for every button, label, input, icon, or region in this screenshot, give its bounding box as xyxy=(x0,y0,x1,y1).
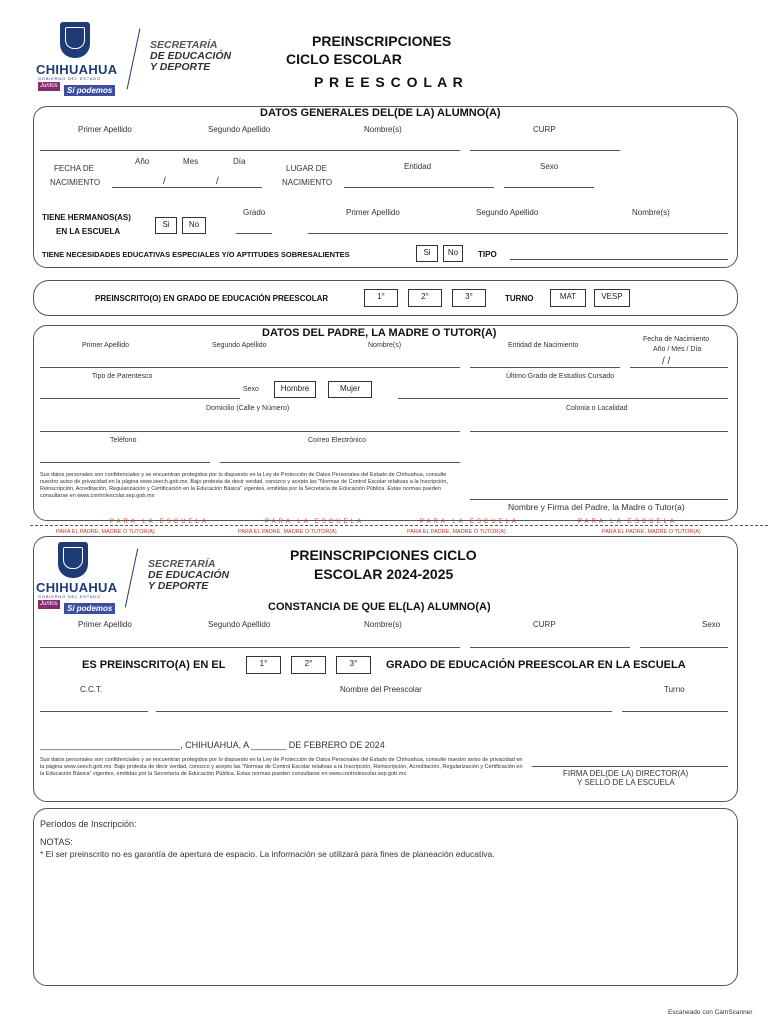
label-grado: Grado xyxy=(243,208,266,217)
constancia-turno-line[interactable] xyxy=(622,711,728,712)
nee-tipo-line[interactable] xyxy=(510,259,728,260)
grado-label: PREINSCRITO(O) EN GRADO DE EDUCACIÓN PREESCOLAR xyxy=(95,294,329,303)
logo-name: CHIHUAHUA xyxy=(36,62,118,77)
entidad-line[interactable] xyxy=(344,187,494,188)
sexo-line[interactable] xyxy=(504,187,594,188)
hermano-nombre-line[interactable] xyxy=(308,233,728,234)
label-lugar-de: LUGAR DE xyxy=(286,164,327,173)
padre-mujer-box[interactable]: Mujer xyxy=(328,381,372,398)
constancia-slogan-b: Sí podemos xyxy=(64,603,115,614)
label-entidad: Entidad xyxy=(404,162,432,171)
cut-label-padre-4: PARA EL PADRE, MADRE O TUTOR(A) xyxy=(602,529,701,535)
constancia-cct-line[interactable] xyxy=(40,711,148,712)
padre-heading: DATOS DEL PADRE, LA MADRE O TUTOR(A) xyxy=(262,327,497,339)
scanner-footer: Escaneado con CamScanner xyxy=(668,1009,753,1016)
padre-label-ultimo-grado: Último Grado de Estudios Cursado xyxy=(506,373,615,380)
alumno-curp-line[interactable] xyxy=(470,150,620,151)
padre-hombre-box[interactable]: Hombre xyxy=(274,381,316,398)
constancia-grado-2-box[interactable]: 2° xyxy=(291,656,326,674)
constancia-grado-text: GRADO DE EDUCACIÓN PREESCOLAR EN LA ESCUELA xyxy=(386,659,686,671)
padre-label-fecha-formato: Año / Mes / Día xyxy=(653,346,702,353)
turno-vesp-box[interactable]: VESP xyxy=(594,289,630,307)
constancia-sexo-line[interactable] xyxy=(640,647,728,648)
label-fecha-de: FECHA DE xyxy=(54,164,95,173)
periodos-label: Períodos de Inscripción: xyxy=(40,819,137,829)
label-dia: Día xyxy=(233,157,246,166)
cut-label-padre-1: PARA EL PADRE, MADRE O TUTOR(A) xyxy=(56,529,155,535)
constancia-title-2: ESCOLAR 2024-2025 xyxy=(314,566,454,582)
padre-label-correo: Correo Electrónico xyxy=(308,437,366,444)
padre-label-sexo: Sexo xyxy=(243,386,259,393)
constancia-privacidad: Sus datos personales son confidenciales y se encuentran protegidos por lo dispuesto en la Ley de Protección de Datos Personales del Estado de Chihuahua, consulte nuestro aviso de privacidad en la página www.seech.gob.mx. Bajo protesta de decir verdad, conozco y acepto las "Normas de Control Escolar relativas a la Inscripción, Reinscripción, Acreditación, Regularización y Certificación en la Educación Básica" vigentes, emitidas por la Secretaría de Educación Pública. Estas normas pueden consultarse en www.controlescolar.sep.gob.mx xyxy=(40,757,523,777)
coat-of-arms-icon xyxy=(60,22,90,58)
constancia-nombre-line[interactable] xyxy=(40,647,460,648)
padre-label-fecha-nac: Fecha de Nacimiento xyxy=(643,336,710,343)
hermanos-no-box[interactable]: No xyxy=(182,217,206,234)
cut-line xyxy=(30,525,768,526)
constancia-label-sexo: Sexo xyxy=(702,620,721,629)
constancia-logo-sub: GOBIERNO DEL ESTADO xyxy=(38,594,101,599)
grado-3-box[interactable]: 3° xyxy=(452,289,486,307)
date-slash-2: / xyxy=(216,176,219,187)
constancia-logo-name: CHIHUAHUA xyxy=(36,580,118,595)
label-hermano-nombres: Nombre(s) xyxy=(632,208,670,217)
nota-1: * El ser preinscrito no es garantía de apertura de espacio. La información se utilizará para fines de planeación educativa. xyxy=(40,849,495,859)
cut-label-padre-3: PARA EL PADRE, MADRE O TUTOR(A) xyxy=(407,529,506,535)
title-preinscripciones: PREINSCRIPCIONES xyxy=(312,33,452,49)
alumno-nombre-line[interactable] xyxy=(40,150,460,151)
label-curp: CURP xyxy=(533,125,556,134)
notas-label: NOTAS: xyxy=(40,837,73,847)
constancia-label-turno: Turno xyxy=(664,685,685,694)
label-tipo: TIPO xyxy=(478,250,497,259)
padre-label-entidad-nac: Entidad de Nacimiento xyxy=(508,342,579,349)
date-slash-1: / xyxy=(163,176,166,187)
turno-mat-box[interactable]: MAT xyxy=(550,289,586,307)
padre-correo-line[interactable] xyxy=(220,462,460,463)
constancia-fecha-line: ____________________________, CHIHUAHUA, A _______ DE FEBRERO DE 2024 xyxy=(40,740,385,750)
notas-section xyxy=(33,808,738,986)
padre-label-parentesco: Tipo de Parentesco xyxy=(92,373,153,380)
label-hermanos-2: EN LA ESCUELA xyxy=(56,227,121,236)
padre-label-telefono: Teléfono xyxy=(110,437,137,444)
padre-label-domicilio: Domicilio (Calle y Número) xyxy=(206,405,290,412)
label-hermanos-1: TIENE HERMANOS(AS) xyxy=(42,213,131,222)
constancia-firma-1: FIRMA DEL(DE LA) DIRECTOR(A) xyxy=(563,769,689,778)
padre-label-nombres: Nombre(s) xyxy=(368,342,402,349)
label-mes: Mes xyxy=(183,157,199,166)
padre-nombre-line[interactable] xyxy=(40,367,460,368)
constancia-label-cct: C.C.T. xyxy=(80,685,103,694)
padre-privacidad: Sus datos personales son confidenciales y se encuentran protegidos por lo dispuesto en la Ley de Protección de Datos Personales del Estado de Chihuahua, consulte nuestro aviso de privacidad en la página www.seech.gob.mx. Bajo protesta de decir verdad, conozco y acepto las "Normas de Control Escolar relativas a la Inscripción, Reinscripción, Acreditación, Regularización y Certificación en la Educación Básica" vigentes, emitidas por la Secretaría de Educación Pública. Estas normas pueden consultarse en www.controlescolar.sep.gob.mx xyxy=(40,472,448,499)
label-hermano-primer-apellido: Primer Apellido xyxy=(346,208,400,217)
logo-sub: GOBIERNO DEL ESTADO xyxy=(38,76,101,81)
constancia-label-nombre-preescolar: Nombre del Preescolar xyxy=(340,685,422,694)
padre-colonia-line[interactable] xyxy=(470,431,728,432)
constancia-secretaria-label: SECRETARÍA DE EDUCACIÓN Y DEPORTE xyxy=(148,558,230,592)
constancia-label-curp: CURP xyxy=(533,620,556,629)
padre-domicilio-line[interactable] xyxy=(40,431,460,432)
es-preinscrito-label: ES PREINSCRITO(A) EN EL xyxy=(82,659,226,671)
coat-of-arms-icon xyxy=(58,542,88,578)
padre-parentesco-line[interactable] xyxy=(40,398,240,399)
padre-telefono-line[interactable] xyxy=(40,462,210,463)
divider-slash xyxy=(127,29,141,90)
cut-label-padre-2: PARA EL PADRE, MADRE O TUTOR(A) xyxy=(238,529,337,535)
padre-entidad-line[interactable] xyxy=(470,367,620,368)
padre-firma-label: Nombre y Firma del Padre, la Madre o Tutor(a) xyxy=(508,502,685,512)
secretaria-label: SECRETARÍA DE EDUCACIÓN Y DEPORTE xyxy=(150,39,232,73)
label-nee: TIENE NECESIDADES EDUCATIVAS ESPECIALES Y/O APTITUDES SOBRESALIENTES xyxy=(42,250,350,259)
constancia-label-primer-apellido: Primer Apellido xyxy=(78,620,132,629)
constancia-preescolar-line[interactable] xyxy=(156,711,612,712)
padre-firma-line[interactable] xyxy=(470,499,728,500)
alumno-heading: DATOS GENERALES DEL(DE LA) ALUMNO(A) xyxy=(260,107,501,119)
padre-ultimo-grado-line[interactable] xyxy=(398,398,728,399)
turno-label: TURNO xyxy=(505,294,534,303)
padre-fecha-slashes: / / xyxy=(662,356,671,367)
nee-no-box[interactable]: No xyxy=(443,245,463,262)
label-sexo: Sexo xyxy=(540,162,559,171)
cut-label-escuela-4: PARA LA ESCUELA xyxy=(578,519,677,525)
hermanos-si-box[interactable]: Si xyxy=(155,217,177,234)
label-lugar-nacimiento: NACIMIENTO xyxy=(282,178,333,187)
constancia-title-1: PREINSCRIPCIONES CICLO xyxy=(290,547,477,563)
padre-fecha-line[interactable] xyxy=(630,367,728,368)
hermano-grado-line[interactable] xyxy=(236,233,272,234)
slogan-a: Juntos xyxy=(40,83,58,89)
label-primer-apellido: Primer Apellido xyxy=(78,125,132,134)
constancia-slogan-a: Juntos xyxy=(40,601,58,607)
fecha-nacimiento-line[interactable] xyxy=(112,187,262,188)
constancia-heading: CONSTANCIA DE QUE EL(LA) ALUMNO(A) xyxy=(268,601,491,613)
label-segundo-apellido: Segundo Apellido xyxy=(208,125,271,134)
label-nombres: Nombre(s) xyxy=(364,125,402,134)
padre-label-primer-apellido: Primer Apellido xyxy=(82,342,130,349)
constancia-curp-line[interactable] xyxy=(470,647,630,648)
padre-label-colonia: Colonia o Localidad xyxy=(566,405,628,412)
constancia-firma-2: Y SELLO DE LA ESCUELA xyxy=(577,778,675,787)
label-nacimiento: NACIMIENTO xyxy=(50,178,101,187)
grado-2-box[interactable]: 2° xyxy=(408,289,442,307)
cut-label-escuela-2: PARA LA ESCUELA xyxy=(265,519,364,525)
constancia-firma-line[interactable] xyxy=(532,766,728,767)
constancia-label-segundo-apellido: Segundo Apellido xyxy=(208,620,271,629)
slogan-b: Sí podemos xyxy=(64,85,115,96)
constancia-grado-1-box[interactable]: 1° xyxy=(246,656,281,674)
constancia-grado-3-box[interactable]: 3° xyxy=(336,656,371,674)
constancia-label-nombres: Nombre(s) xyxy=(364,620,402,629)
label-anio: Año xyxy=(135,157,150,166)
cut-label-escuela-1: PARA LA ESCUELA xyxy=(110,519,209,525)
nee-si-box[interactable]: Si xyxy=(416,245,438,262)
title-preescolar: P R E E S C O L A R xyxy=(314,74,464,90)
label-hermano-segundo-apellido: Segundo Apellido xyxy=(476,208,539,217)
cut-label-escuela-3: PARA LA ESCUELA xyxy=(420,519,519,525)
padre-label-segundo-apellido: Segundo Apellido xyxy=(212,342,267,349)
title-ciclo: CICLO ESCOLAR xyxy=(286,51,402,67)
grado-1-box[interactable]: 1° xyxy=(364,289,398,307)
